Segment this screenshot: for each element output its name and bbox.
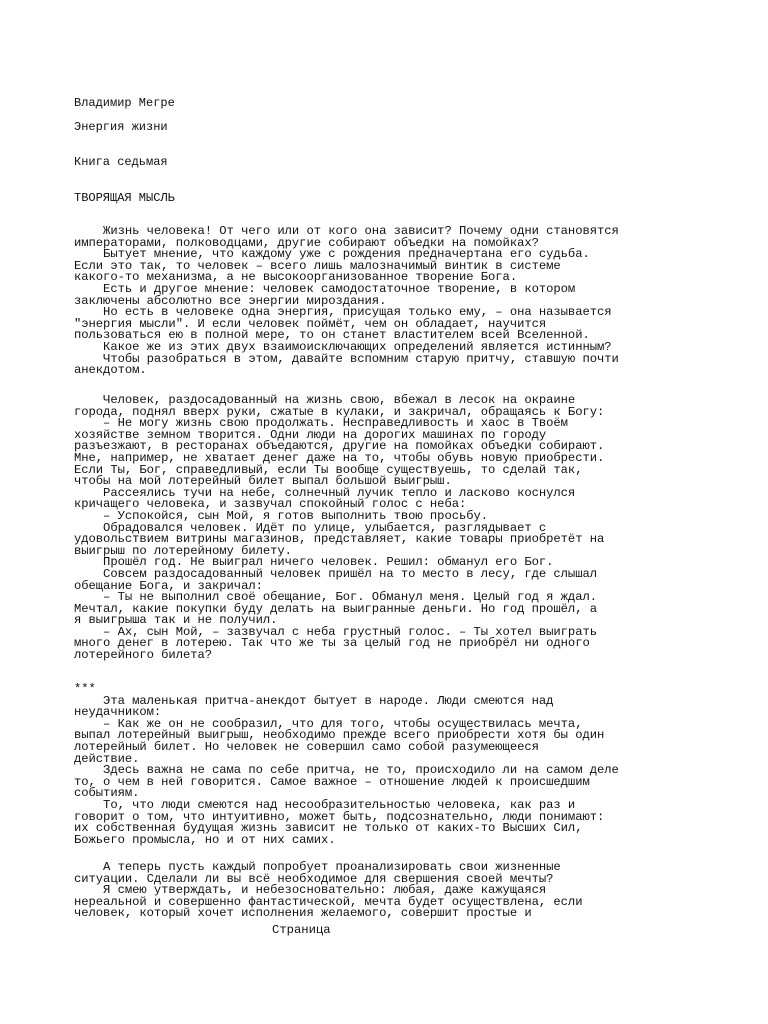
text-line: Чтобы разобраться в этом, давайте вспомним старую притчу, ставшую почти [74,351,619,366]
text-line: – Не могу жизнь свою продолжать. Несправедливость и хаос в Твоём [74,416,568,431]
text-line: – Успокойся, сын Мой, я готов выполнить твою просьбу. [74,508,489,523]
text-line: Какое же из этих двух взаимоисключающих определений является истинным? [74,339,612,354]
text-line: города, поднял вверх руки, сжатые в кулаки, и закричал, обращаясь к Богу: [74,404,605,419]
text-line: их собственная будущая жизнь зависит не только от каких-то Высших Сил, [74,821,583,836]
text-line: лотерейного билета? [74,648,213,663]
text-line: много денег в лотерею. Так что же ты за целый год не приобрёл ни одного [74,636,590,651]
text-line: кричащего человека, и зазвучал спокойный голос с неба: [74,497,467,512]
text-line: Прошёл год. Не выиграл ничего человек. Решил: обманул его Бог. [74,555,554,570]
text-line: *** [74,682,96,696]
text-line: заключены абсолютно все энергии мироздания. [74,293,387,308]
text-line: какого-то механизма, а не высокоорганизованное творение Бога. [74,270,518,285]
text-line: А теперь пусть каждый попробует проанализировать свои жизненные [74,860,561,874]
text-line: удовольствием витрины магазинов, представляет, какие товары приобретёт на [74,532,605,547]
text-line: императорами, полководцами, другие собирают объедки на помойках? [74,235,539,250]
text-line: Мечтал, какие покупки буду делать на выигранные деньги. Но год прошёл, а [74,601,597,616]
author-name: Владимир Мегре [74,96,175,110]
text-line: Совсем раздосадованный человек пришёл на то место в лесу, где слышал [74,566,597,581]
text-line: Есть и другое мнение: человек самодостаточное творение, в котором [74,281,576,296]
text-line: Обрадовался человек. Идёт по улице, улыбается, разглядывает с [74,520,547,535]
text-line: анекдотом. [74,363,147,378]
intro-paragraphs [74,226,754,377]
text-line: – Как же он не сообразил, что для того, чтобы осуществилась мечта, [74,716,583,731]
text-line: Но есть в человеке одна энергия, присущая только ему, – она называется [74,305,612,320]
text-line: Мне, например, не хватает денег даже на то, чтобы обувь новую приобрести. [74,450,605,465]
text-line: – Ах, сын Мой, – зазвучал с неба грустный голос. – Ты хотел выиграть [74,624,597,639]
text-line: чтобы на мой лотерейный билет выпал большой выигрыш. [74,474,452,489]
text-line: выпал лотерейный выигрыш, необходимо прежде всего приобрести хотя бы один [74,728,605,743]
text-line: Если это так, то человек – всего лишь малозначимый винтик в системе [74,258,561,273]
text-line: то, о чем в ней говорится. Самое важное – отношение людей к происшедшим [74,774,590,789]
book-title: ТВОРЯЩАЯ МЫСЛЬ [74,191,175,205]
text-line: говорит о том, что интуитивно, может быть, подсознательно, люди понимают: [74,809,605,824]
series-title: Энергия жизни [74,120,168,134]
text-line: Я смею утверждать, и небезосновательно: любая, даже кажущаяся [74,883,547,898]
text-line: ситуации. Сделали ли вы всё необходимое для свершения своей мечты? [74,871,554,886]
text-line: я выигрыша так и не получил. [74,613,278,628]
text-line: То, что люди смеются над несообразительностью человека, как раз и [74,797,576,812]
text-line: Божьего промысла, но и от них самих. [74,832,336,847]
text-line: обещание Бога, и закричал: [74,578,263,593]
text-line: событиям. [74,786,140,801]
text-line: нереальной и совершенно фантастической, мечта будет осуществлена, если [74,894,583,909]
text-line: Здесь важна не сама по себе притча, не то, происходило ли на самом деле [74,763,619,778]
text-line: выигрыш по лотерейному билету. [74,543,292,558]
text-line: лотерейный билет. Но человек не совершил само собой разумеющееся [74,739,539,754]
parable-text [74,395,754,662]
text-line: Жизнь человека! От чего или от кого она зависит? Почему одни становятся [74,224,619,238]
commentary-text [74,684,754,846]
text-line: "энергия мысли". И если человек поймёт, чем он обладает, научится [74,316,547,331]
closing-text [74,862,754,920]
text-line: – Ты не выполнил своё обещание, Бог. Обманул меня. Целый год я ждал. [74,590,597,605]
document-page [74,0,754,1024]
text-line: действие. [74,751,140,766]
text-line: разъезжают, в ресторанах объедаются, другие на помойках объедки собирают. [74,439,605,454]
text-line: Если Ты, Бог, справедливый, если Ты вообще существуешь, то сделай так, [74,462,583,477]
text-line: Человек, раздосадованный на жизнь свою, вбежал в лесок на окраине [74,393,576,407]
page-footer-label: Страница [272,923,331,937]
text-line: Бытует мнение, что каждому уже с рождения предначертана его судьба. [74,247,590,262]
text-line: человек, который хочет исполнения желаемого, совершит простые и [74,906,532,921]
text-line: Эта маленькая притча-анекдот бытует в народе. Люди смеются над [74,693,554,708]
text-line: неудачником: [74,705,162,720]
text-line: Рассеялись тучи на небе, солнечный лучик тепло и ласково коснулся [74,485,576,500]
text-line: пользоваться ею в полной мере, то он станет властителем всей Вселенной. [74,328,590,343]
text-line: хозяйстве земном творится. Одни люди на дорогих машинах по городу [74,427,547,442]
book-number: Книга седьмая [74,155,168,169]
